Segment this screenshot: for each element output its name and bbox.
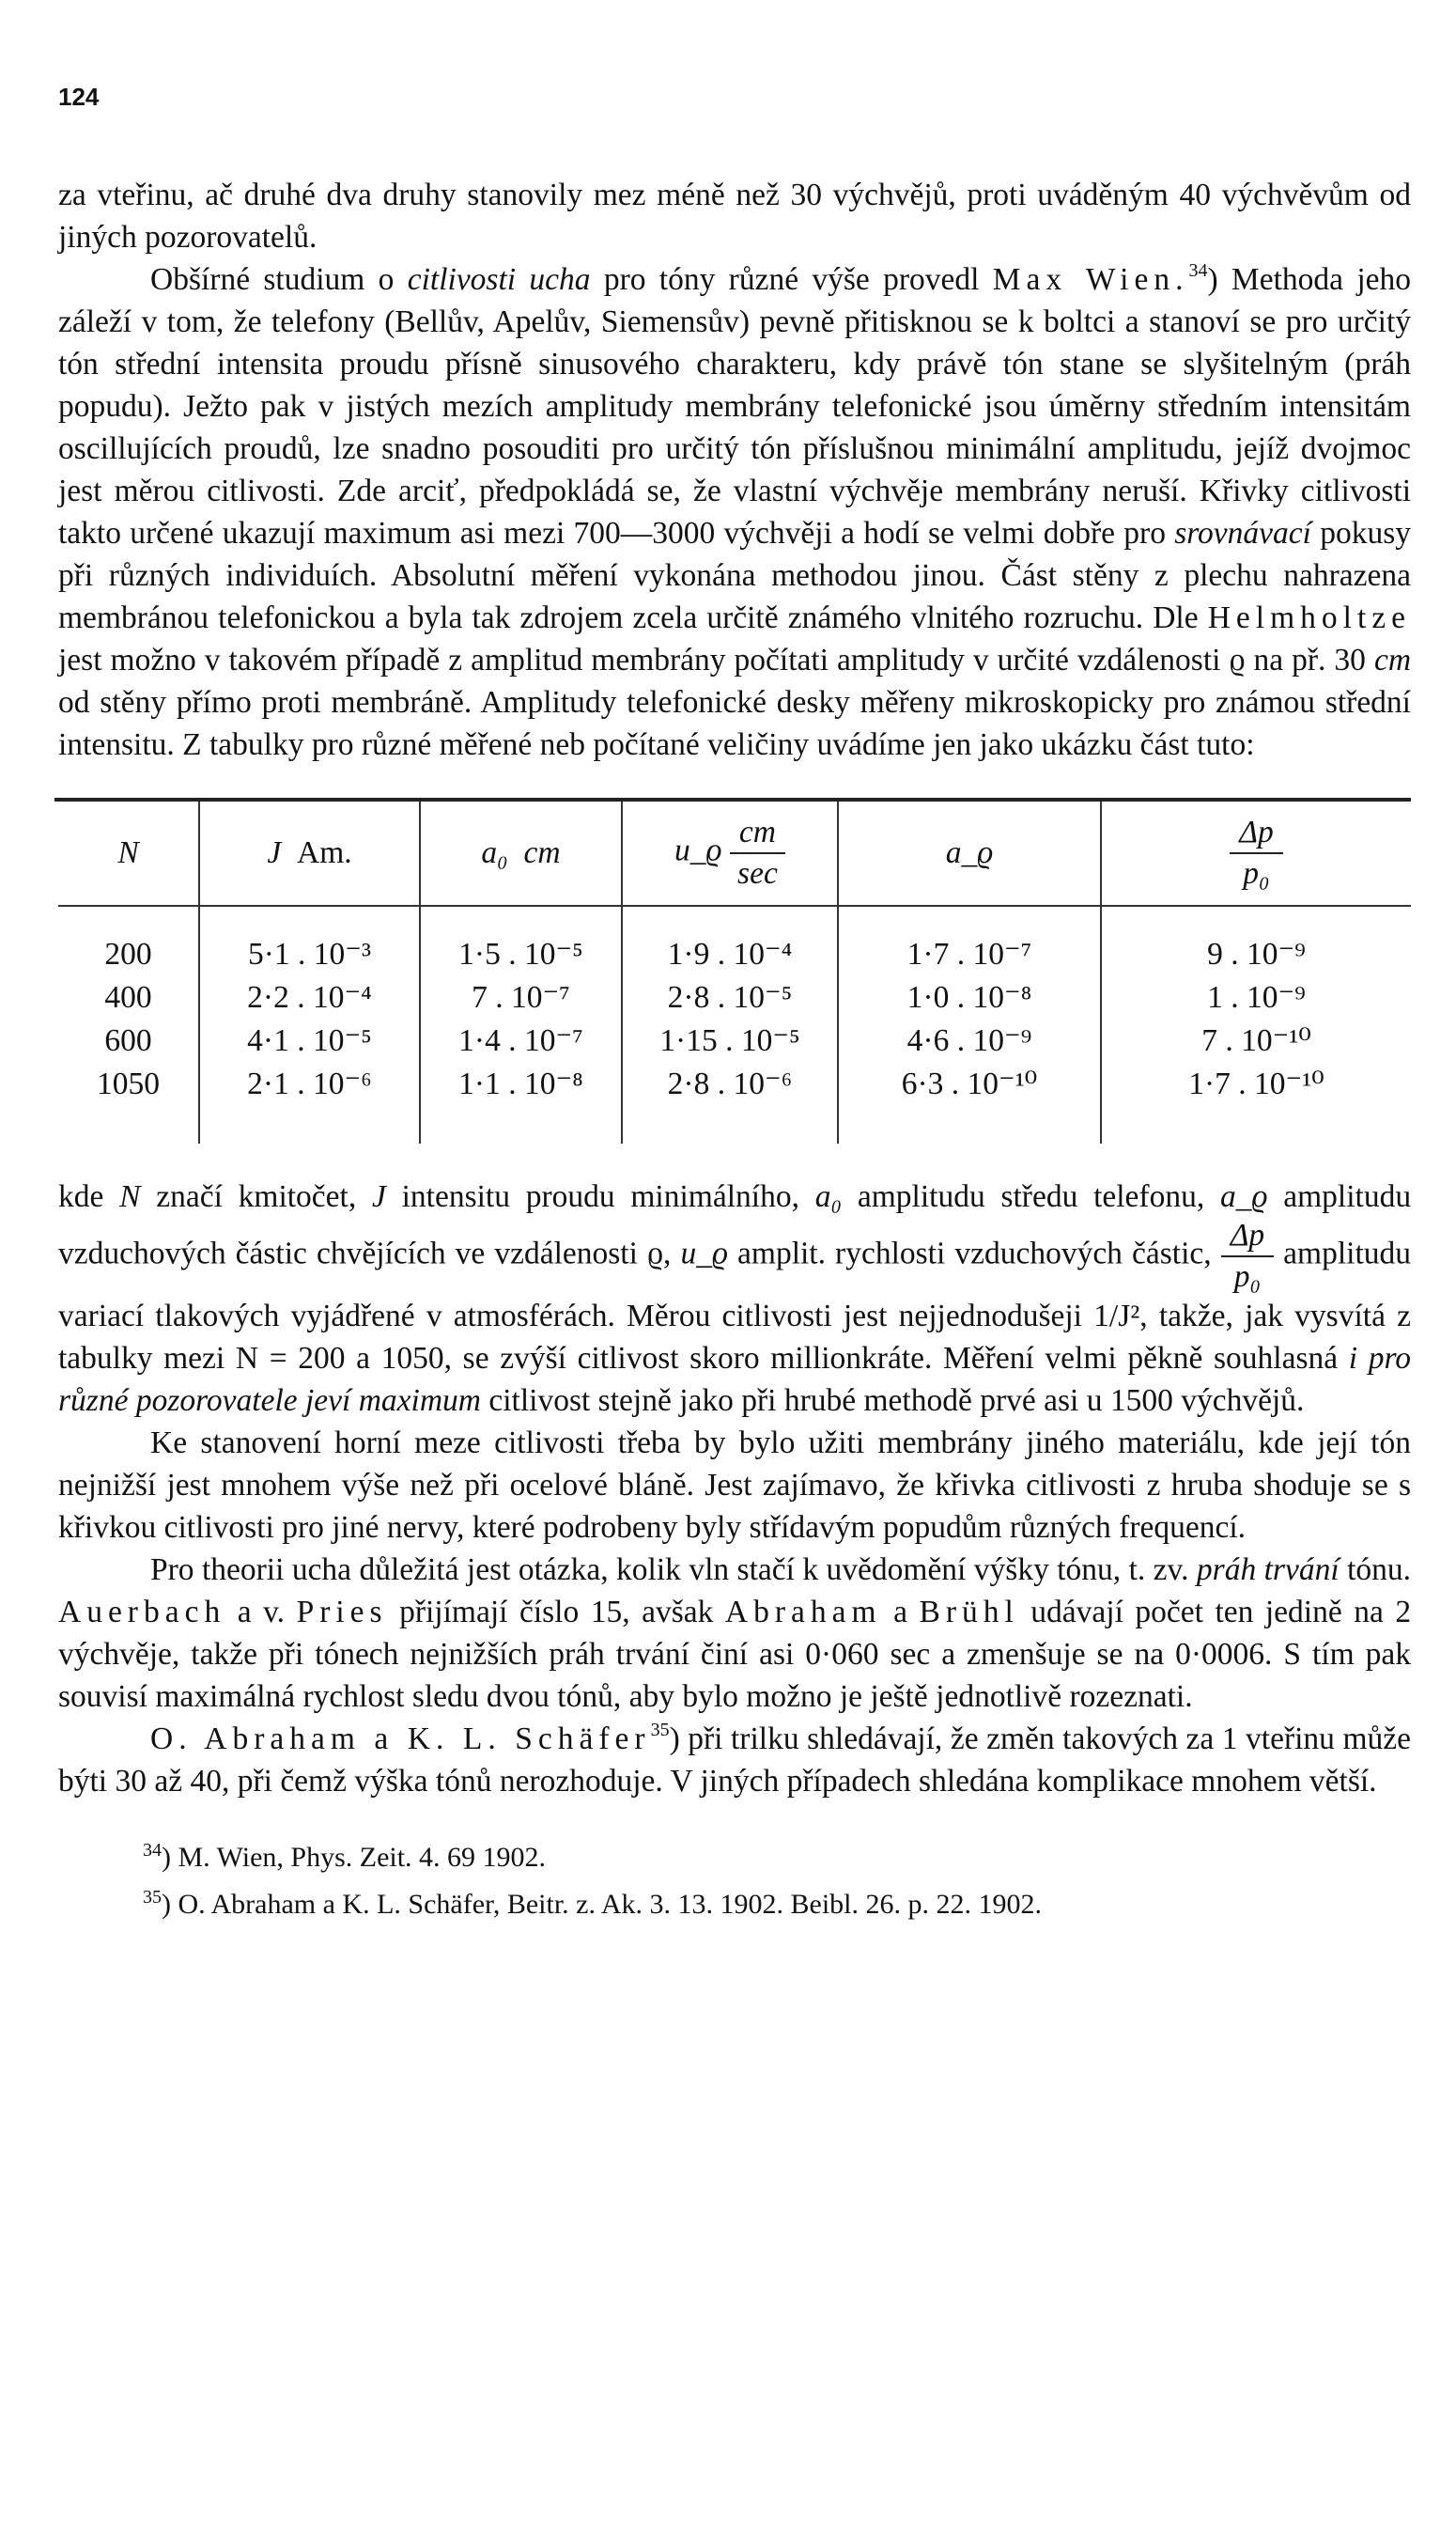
table-row xyxy=(58,976,1411,1020)
emphasis: citlivosti ucha xyxy=(407,262,591,297)
footnote xyxy=(58,1830,1411,1877)
text-span: amplitudu variací tlakových vyjádřené v atmosférách. Měrou citlivosti jest nejjednodušeji 1/J², takže, jak vysvítá z tabulky mezi N = 200 a 1050, se zvýší citlivost skoro millionkráte. Měření velmi pěkně souhlasná xyxy=(58,1236,1412,1376)
cell-J: 4·1 . 10⁻⁵ xyxy=(199,1020,420,1063)
footnote xyxy=(58,1877,1411,1924)
cell-dp: 7 . 10⁻¹⁰ xyxy=(1201,1023,1311,1058)
cell-a0: 1·4 . 10⁻⁷ xyxy=(420,1020,622,1063)
text-span: citlivost stejně jako při hrubé methodě prvé asi u 1500 výchvějů. xyxy=(488,1383,1305,1418)
author-name: Auerbach xyxy=(58,1595,226,1629)
paragraph-5 xyxy=(58,1549,1411,1718)
cell-dp: 1·7 . 10⁻¹⁰ xyxy=(1188,1067,1324,1101)
author-name: Max Wien. xyxy=(992,262,1189,297)
table-row xyxy=(58,1063,1411,1144)
text-span: a xyxy=(893,1595,907,1629)
text-span: od stěny přímo proti membráně. Amplitudy telefonické desky měřeny mikroskopicky pro známou střední intensitu. Z tabulky pro různé měřené neb počítané veličiny uvádíme jen jako ukázku část tuto: xyxy=(58,685,1411,762)
header-a0: a₀ cm xyxy=(420,802,622,906)
cell-J: 5·1 . 10⁻³ xyxy=(199,906,420,976)
text-span: a v. xyxy=(237,1595,286,1629)
footnote-mark: 34 xyxy=(143,1840,162,1861)
text-span: amplitudu středu telefonu, xyxy=(857,1179,1205,1214)
text-span: Pro theorii ucha důležitá jest otázka, kolik vln stačí k uvědomění výšky tónu, t. zv. xyxy=(150,1552,1189,1587)
text-span: jest možno v takovém případě z amplitud membrány počítati amplitudy v určité vzdálenosti ϱ na př. 30 xyxy=(58,643,1366,678)
text-span: ) Methoda jeho záleží v tom, že telefony (Bellův, Apelův, Siemensův) pevně přitisknou se k boltci a stanoví se pro určitý tón střední intensita proudu přísně sinusového charakteru, kdy právě tón stane se slyšitelným (práh popudu). Ježto pak v jistých mezích amplitudy membrány telefonické jsou úměrny středním intensitám oscillujících proudů, lze snadno posouditi pro určitý tón příslušnou minimální amplitudu, jejíž dvojmoc jest měrou citlivosti. Zde arciť, předpokládá se, že vlastní výchvěje membrány neruší. Křivky citlivosti takto určené ukazují maximum asi mezi 700—3000 výchvěji a hodí se velmi dobře pro xyxy=(58,262,1411,551)
paragraph-2 xyxy=(58,258,1411,766)
symbol: a_ϱ xyxy=(1219,1179,1268,1214)
data-table-wrap xyxy=(58,798,1411,1144)
cell-a0: 1·5 . 10⁻⁵ xyxy=(420,906,622,976)
author-name: Pries xyxy=(296,1595,388,1629)
cell-u: 2·8 . 10⁻⁵ xyxy=(622,976,838,1020)
cell-N: 1050 xyxy=(58,1063,199,1144)
text-span: ) při trilku shledávají, že změn takových za 1 vteřinu může býti 30 až 40, při čemž výška tónů nerozhoduje. V jiných případech shledána komplikace mnohem větší. xyxy=(58,1721,1411,1799)
table-header-row xyxy=(58,802,1411,906)
paragraph-1: za vteřinu, ač druhé dva druhy stanovily mez méně než 30 výchvějů, proti uváděným 40 výchvěvům od jiných pozorovatelů. xyxy=(58,178,1411,255)
page-number: 124 xyxy=(58,83,100,111)
cell-aq: 4·6 . 10⁻⁹ xyxy=(838,1020,1101,1063)
text-span: intensitu proudu minimálního, xyxy=(401,1179,799,1214)
footnote-ref: 34 xyxy=(1188,259,1208,281)
cell-dp: 1 . 10⁻⁹ xyxy=(1207,980,1306,1015)
footnote-ref: 35 xyxy=(650,1719,670,1740)
table-row xyxy=(58,1020,1411,1063)
footnote-mark: 35 xyxy=(143,1887,162,1908)
author-name: O. Abraham a K. L. Schäfer xyxy=(150,1721,651,1756)
cell-N: 400 xyxy=(58,976,199,1020)
text-span: amplitudu vzduchových částic chvějících ve vzdálenosti ϱ, xyxy=(58,1179,1412,1271)
text-span: pokusy při různých individuích. Absolutní měření vykonána methodou jinou. Část stěny z plechu nahrazena membránou telefonickou a byla tak zdrojem zcela určitě známého vlnitého rozruchu. Dle xyxy=(58,516,1412,635)
fraction-dp: $\frac{\Delta p}{\text{p₀}}$ xyxy=(1221,1218,1274,1295)
header-u: u_ϱ $\frac{cm}{\sec}$ xyxy=(622,802,838,906)
emphasis: srovnávací xyxy=(1174,516,1311,551)
cell-u: 1·15 . 10⁻⁵ xyxy=(622,1020,838,1063)
cell-dp: 9 . 10⁻⁹ xyxy=(1207,937,1306,972)
header-aq: a_ϱ xyxy=(838,802,1101,906)
text-span: značí kmitočet, xyxy=(156,1179,357,1214)
cell-J: 2·2 . 10⁻⁴ xyxy=(199,976,420,1020)
cell-aq: 6·3 . 10⁻¹⁰ xyxy=(838,1063,1101,1144)
text-span: přijímají číslo 15, avšak xyxy=(399,1595,714,1629)
cell-a0: 1·1 . 10⁻⁸ xyxy=(420,1063,622,1144)
cell-aq: 1·0 . 10⁻⁸ xyxy=(838,976,1101,1020)
cell-u: 2·8 . 10⁻⁶ xyxy=(622,1063,838,1144)
text-span: amplit. rychlosti vzduchových částic, xyxy=(737,1236,1212,1271)
author-name: Brühl xyxy=(919,1595,1019,1629)
symbol: N xyxy=(119,1179,141,1214)
emphasis: i pro různé pozorovatele jeví maximum xyxy=(58,1341,1412,1418)
header-N: N xyxy=(58,802,199,906)
header-dp: $\frac{\Delta p}{\text{p₀}}$ xyxy=(1101,802,1411,906)
emphasis: práh trvání xyxy=(1196,1552,1340,1587)
header-J: J Am. xyxy=(199,802,420,906)
cell-a0: 7 . 10⁻⁷ xyxy=(420,976,622,1020)
symbol: a₀ xyxy=(814,1179,843,1214)
author-name: Abraham xyxy=(724,1595,882,1629)
text-span: tónu. xyxy=(1347,1552,1412,1587)
unit: cm xyxy=(1373,643,1412,678)
footnote-text: ) O. Abraham a K. L. Schäfer, Beitr. z. Ak. 3. 13. 1902. Beibl. 26. p. 22. 1902. xyxy=(162,1889,1042,1920)
cell-N: 200 xyxy=(58,906,199,976)
footnotes xyxy=(58,1830,1411,1924)
paragraph-4: Ke stanovení horní meze citlivosti třeba by bylo užiti membrány jiného materiálu, kde její tón nejnižší jest mnohem výše než při ocelové bláně. Jest zajímavo, že křivka citlivosti z hruba shoduje se s křivkou citlivosti pro jiné nervy, které podrobeny byly střídavým popudům různých frequencí. xyxy=(58,1425,1411,1545)
cell-u: 1·9 . 10⁻⁴ xyxy=(622,906,838,976)
paragraph-6 xyxy=(58,1718,1411,1802)
footnote-text: ) M. Wien, Phys. Zeit. 4. 69 1902. xyxy=(162,1842,547,1873)
table-row xyxy=(58,906,1411,976)
author-name: Helmholtze xyxy=(1207,600,1411,635)
text-span: Obšírné studium o xyxy=(150,262,395,297)
symbol: J xyxy=(371,1179,386,1214)
cell-N: 600 xyxy=(58,1020,199,1063)
paragraph-3 xyxy=(58,1176,1411,1422)
text-span: kde xyxy=(58,1179,104,1214)
data-table xyxy=(58,802,1411,1144)
page xyxy=(58,83,1411,1924)
text-span: udávají počet ten jedině na 2 výchvěje, takže při tónech nejnižších práh trvání činí asi 0·060 sec a zmenšuje se na 0·0006. S tím pak souvisí maximálná rychlost sledu dvou tónů, aby bylo možno je ještě jednotlivě rozeznati. xyxy=(58,1595,1412,1714)
text-span: pro tóny různé výše provedl xyxy=(603,262,980,297)
cell-aq: 1·7 . 10⁻⁷ xyxy=(838,906,1101,976)
cell-J: 2·1 . 10⁻⁶ xyxy=(199,1063,420,1144)
symbol: u_ϱ xyxy=(680,1236,728,1271)
